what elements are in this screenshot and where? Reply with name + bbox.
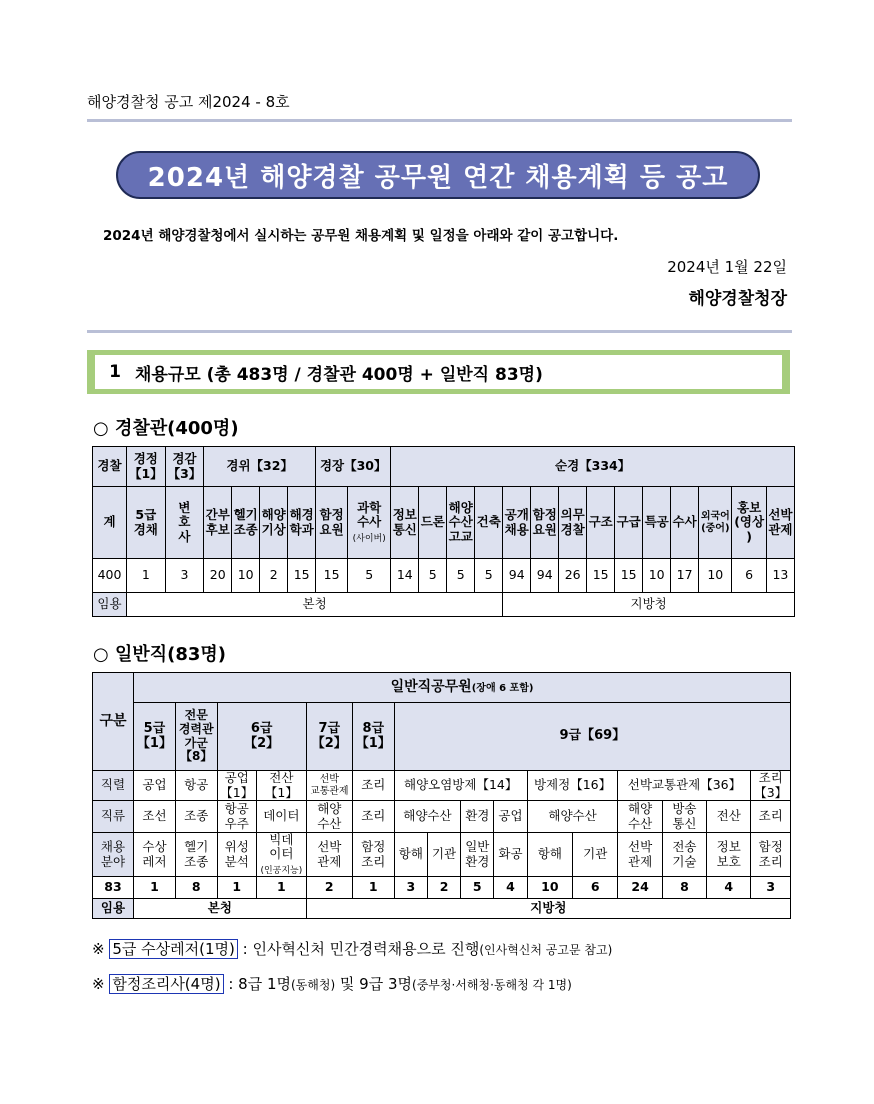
- gfield-3-note: (인공지능): [260, 865, 303, 876]
- note-1-mark: ※: [92, 940, 105, 958]
- count-6: 15: [316, 559, 348, 593]
- note-1: [92, 938, 612, 959]
- count-15: 15: [587, 559, 615, 593]
- field-7: [348, 487, 391, 559]
- job-5: 조리: [352, 801, 394, 833]
- series-label: 직렬: [93, 771, 134, 801]
- general-title-main: 일반직공무원: [390, 679, 472, 696]
- gfield-10: 항해: [527, 833, 572, 877]
- job-0: 조선: [134, 801, 176, 833]
- gfield-8: 일반 환경: [461, 833, 494, 877]
- page-title: 2024년 해양경찰 공무원 연간 채용계획 등 공고: [116, 151, 760, 199]
- count-3: 10: [232, 559, 260, 593]
- series-1: 항공: [175, 771, 217, 801]
- job-9: 해양수산: [527, 801, 618, 833]
- general-title-note: (장애 6 포함): [471, 683, 534, 695]
- series-2: 공업 【1】: [217, 771, 256, 801]
- field-5: 해경 학과: [288, 487, 316, 559]
- general-title: [134, 673, 791, 703]
- series-6: 해양오염방제【14】: [394, 771, 527, 801]
- field-19: 외국어 (중어): [699, 487, 732, 559]
- police-heading: ○ 경찰관(400명): [93, 418, 239, 439]
- count-1: 3: [165, 559, 204, 593]
- series-4: 선박 교통관제: [306, 771, 352, 801]
- note-1-text: : 인사혁신처 민간경력채용으로 진행: [237, 940, 480, 958]
- general-appoint-hq: 본청: [134, 899, 307, 919]
- job-11: 방송 통신: [662, 801, 706, 833]
- note-1-boxed: 5급 수상레저(1명): [109, 939, 238, 959]
- count-12: 94: [503, 559, 531, 593]
- rank-gyeongjang: 경장【30】: [316, 447, 391, 487]
- count-19: 10: [699, 559, 732, 593]
- note-2-boxed: 함정조리사(4명): [109, 974, 223, 994]
- job-13: 조리: [751, 801, 791, 833]
- series-9: 조리 【3】: [751, 771, 791, 801]
- gfield-0: 수상 레저: [134, 833, 176, 877]
- field-15: 구조: [587, 487, 615, 559]
- mid-divider: [87, 330, 792, 333]
- count-4: 2: [260, 559, 288, 593]
- general-appoint-regional: 지방청: [306, 899, 790, 919]
- job-1: 조종: [175, 801, 217, 833]
- field-7-label: 과학 수사: [357, 499, 382, 530]
- intro-text: 2024년 해양경찰청에서 실시하는 공무원 채용계획 및 일정을 아래와 같이 공고합니다.: [103, 228, 619, 244]
- gfield-2: 위성 분석: [217, 833, 256, 877]
- field-1: 변 호 사: [165, 487, 204, 559]
- field-10: 해양 수산 고교: [447, 487, 475, 559]
- field-11: 건축: [475, 487, 503, 559]
- job-3: 데이터: [256, 801, 306, 833]
- rank-gyeonggam: 경감 【3】: [165, 447, 204, 487]
- count-11: 5: [475, 559, 503, 593]
- gfield-3: [256, 833, 306, 877]
- section-number: 1: [109, 362, 121, 382]
- note-2: [92, 973, 572, 994]
- series-8: 선박교통관제【36】: [618, 771, 751, 801]
- field-13: 함정 요원: [531, 487, 559, 559]
- job-2: 항공 우주: [217, 801, 256, 833]
- count-21: 13: [766, 559, 794, 593]
- gfield-9: 화공: [494, 833, 527, 877]
- gfield-11: 기관: [573, 833, 618, 877]
- gcount-4: 2: [306, 877, 352, 899]
- count-8: 14: [391, 559, 419, 593]
- note-1-small: (인사혁신처 공고문 참고): [479, 943, 613, 957]
- gfield-15: 함정 조리: [751, 833, 791, 877]
- grade-9: 9급【69】: [394, 703, 790, 771]
- note-2-mark: ※: [92, 975, 105, 993]
- rank-sungyeong: 순경【334】: [391, 447, 795, 487]
- series-0: 공업: [134, 771, 176, 801]
- gcount-15: 3: [751, 877, 791, 899]
- gfield-7: 기관: [427, 833, 460, 877]
- gfield-3-label: 빅데 이터: [269, 832, 294, 862]
- section-header: [87, 350, 790, 394]
- field-12: 공개 채용: [503, 487, 531, 559]
- job-10: 해양 수산: [618, 801, 662, 833]
- gfield-4: 선박 관제: [306, 833, 352, 877]
- rank-label: [93, 447, 127, 487]
- note-2-small1: (동해청): [291, 978, 336, 992]
- top-divider: [87, 119, 792, 122]
- gcount-3: 1: [256, 877, 306, 899]
- series-3: 전산 【1】: [256, 771, 306, 801]
- series-7: 방제정【16】: [527, 771, 618, 801]
- general-appoint-label: 임용: [93, 899, 134, 919]
- grade-8: 8급 【1】: [352, 703, 394, 771]
- field-label: 계: [93, 487, 127, 559]
- count-18: 17: [671, 559, 699, 593]
- note-2-small2: (중부청·서해청·동해청 각 1명): [412, 978, 572, 992]
- signer: 해양경찰청장: [688, 289, 787, 309]
- count-16: 15: [615, 559, 643, 593]
- series-5: 조리: [352, 771, 394, 801]
- count-17: 10: [643, 559, 671, 593]
- gfield-12: 선박 관제: [618, 833, 662, 877]
- job-label: 직류: [93, 801, 134, 833]
- gfield-13: 전송 기술: [662, 833, 706, 877]
- count-5: 15: [288, 559, 316, 593]
- general-total: 83: [93, 877, 134, 899]
- grade-expert: 전문 경력관 가군 【8】: [175, 703, 217, 771]
- count-10: 5: [447, 559, 475, 593]
- gcount-2: 1: [217, 877, 256, 899]
- field-3: 헬기 조종: [232, 487, 260, 559]
- field-0: 5급 경채: [127, 487, 166, 559]
- gcount-1: 8: [175, 877, 217, 899]
- rank-gyeongwi: 경위【32】: [204, 447, 316, 487]
- category-label: 구분: [93, 673, 134, 771]
- section-title: 채용규모 (총 483명 / 경찰관 400명 + 일반직 83명): [135, 364, 543, 385]
- count-14: 26: [559, 559, 587, 593]
- gcount-7: 2: [427, 877, 460, 899]
- gfield-5: 함정 조리: [352, 833, 394, 877]
- rank-gyeongjeong: 경정 【1】: [127, 447, 166, 487]
- gcount-14: 4: [707, 877, 751, 899]
- gcount-11: 6: [573, 877, 618, 899]
- gcount-6: 3: [394, 877, 427, 899]
- field-16: 구급: [615, 487, 643, 559]
- note-2-text: : 8급 1명: [223, 975, 291, 993]
- count-13: 94: [531, 559, 559, 593]
- job-6: 해양수산: [394, 801, 460, 833]
- gcount-10: 10: [527, 877, 572, 899]
- field-4: 해양 기상: [260, 487, 288, 559]
- field-17: 특공: [643, 487, 671, 559]
- count-2: 20: [204, 559, 232, 593]
- field-7-note: (사이버): [352, 533, 386, 544]
- gcount-5: 1: [352, 877, 394, 899]
- police-table: [92, 446, 795, 617]
- field-9: 드론: [419, 487, 447, 559]
- field-8: 정보 통신: [391, 487, 419, 559]
- gcount-0: 1: [134, 877, 176, 899]
- field-20: 홍보 (영상 ): [732, 487, 766, 559]
- general-heading: ○ 일반직(83명): [93, 644, 227, 665]
- general-table: [92, 672, 791, 919]
- grade-7: 7급 【2】: [306, 703, 352, 771]
- gcount-9: 4: [494, 877, 527, 899]
- gfield-1: 헬기 조종: [175, 833, 217, 877]
- total-count: 400: [93, 559, 127, 593]
- appoint-label: 임용: [93, 593, 127, 617]
- field-2: 간부 후보: [204, 487, 232, 559]
- job-7: 환경: [461, 801, 494, 833]
- grade-5: 5급 【1】: [134, 703, 176, 771]
- job-4: 해양 수산: [306, 801, 352, 833]
- count-7: 5: [348, 559, 391, 593]
- field-row-label: 채용 분야: [93, 833, 134, 877]
- count-9: 5: [419, 559, 447, 593]
- field-18: 수사: [671, 487, 699, 559]
- job-8: 공업: [494, 801, 527, 833]
- notice-date: 2024년 1월 22일: [667, 258, 787, 276]
- rank-police: 경찰: [97, 458, 122, 474]
- gfield-6: 항해: [394, 833, 427, 877]
- notice-number: 해양경찰청 공고 제2024 - 8호: [87, 93, 290, 111]
- field-21: 선박 관제: [766, 487, 794, 559]
- appoint-regional: 지방청: [503, 593, 795, 617]
- gfield-14: 정보 보호: [707, 833, 751, 877]
- gcount-12: 24: [618, 877, 662, 899]
- count-0: 1: [127, 559, 166, 593]
- gcount-13: 8: [662, 877, 706, 899]
- appoint-hq: 본청: [127, 593, 503, 617]
- note-2-text2: 및 9급 3명: [335, 975, 413, 993]
- gcount-8: 5: [461, 877, 494, 899]
- field-6: 함정 요원: [316, 487, 348, 559]
- count-20: 6: [732, 559, 766, 593]
- field-14: 의무 경찰: [559, 487, 587, 559]
- job-12: 전산: [707, 801, 751, 833]
- grade-6: 6급 【2】: [217, 703, 306, 771]
